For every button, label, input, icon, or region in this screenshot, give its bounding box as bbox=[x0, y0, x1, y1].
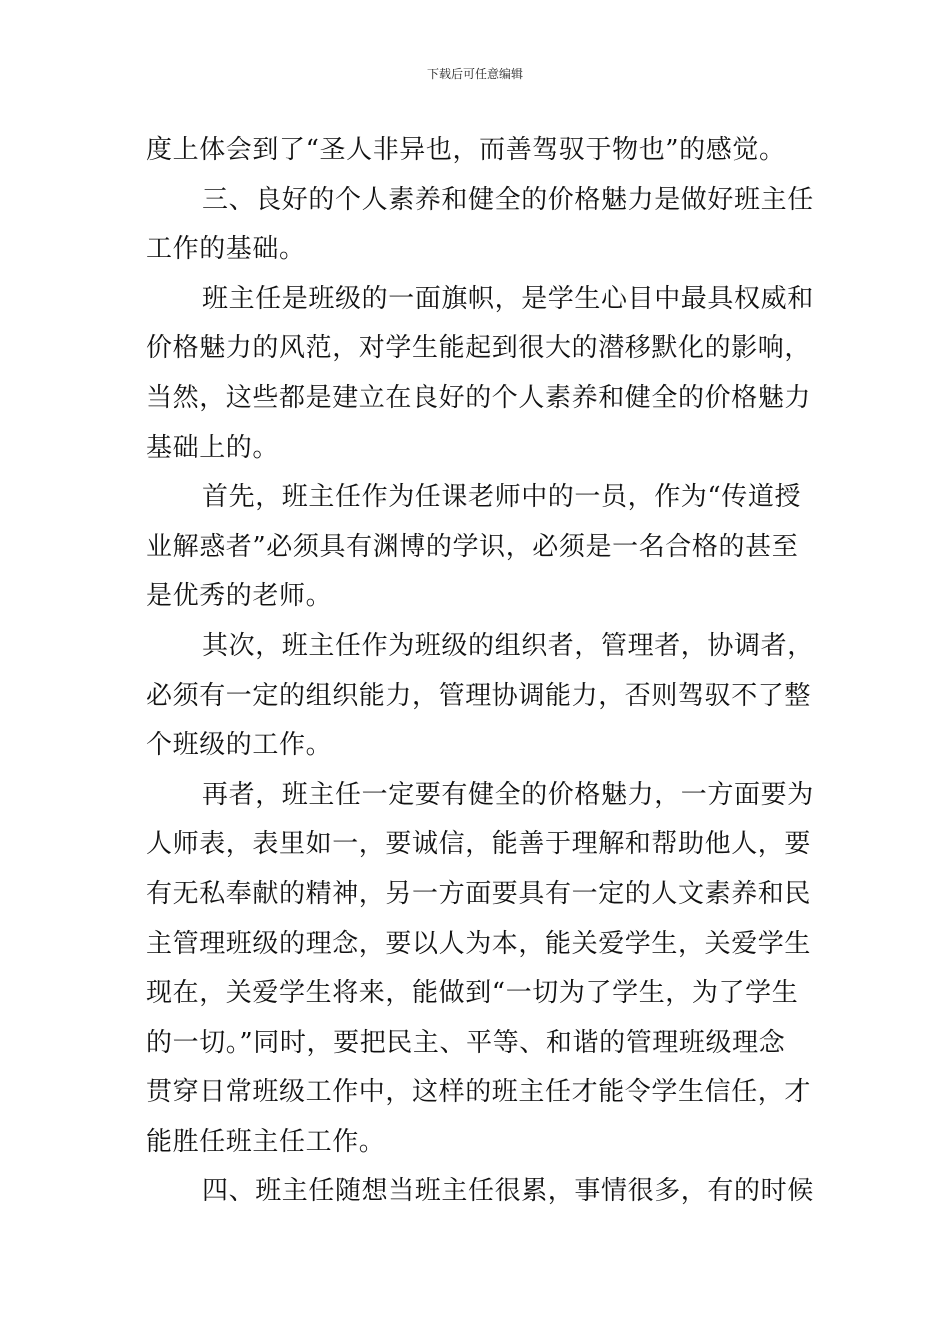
text-line: 贯穿日常班级工作中，这样的班主任才能令学生信任，才 bbox=[146, 1077, 812, 1108]
text-line: 其次，班主任作为班级的组织者，管理者，协调者， bbox=[202, 630, 814, 661]
text-line: 现在，关爱学生将来，能做到“一切为了学生，为了学生 bbox=[146, 978, 799, 1009]
text-line: 首先，班主任作为任课老师中的一员，作为“传道授 bbox=[202, 482, 802, 513]
text-line: 班主任是班级的一面旗帜，是学生心目中最具权威和 bbox=[202, 283, 814, 314]
text-line: 有无私奉献的精神，另一方面要具有一定的人文素养和民 bbox=[146, 878, 812, 909]
text-line: 价格魅力的风范，对学生能起到很大的潜移默化的影响， bbox=[146, 333, 812, 364]
text-line: 必须有一定的组织能力，管理协调能力，否则驾驭不了整 bbox=[146, 680, 812, 711]
text-line: 的一切。”同时，要把民主、平等、和谐的管理班级理念 bbox=[146, 1027, 786, 1058]
text-line: 人师表，表里如一，要诚信，能善于理解和帮助他人，要 bbox=[146, 829, 812, 860]
text-line: 业解惑者”必须具有渊博的学识，必须是一名合格的甚至 bbox=[146, 531, 799, 562]
text-line: 当然，这些都是建立在良好的个人素养和健全的价格魅力 bbox=[146, 382, 812, 413]
text-line: 基础上的。 bbox=[146, 432, 280, 463]
page-header-note: 下载后可任意编辑 bbox=[426, 67, 523, 81]
text-line: 三、良好的个人素养和健全的价格魅力是做好班主任 bbox=[202, 184, 814, 215]
text-line: 个班级的工作。 bbox=[146, 730, 333, 761]
text-line: 四、班主任随想当班主任很累，事情很多，有的时候 bbox=[202, 1176, 814, 1207]
document-body bbox=[146, 126, 814, 1217]
text-line: 工作的基础。 bbox=[146, 234, 306, 265]
text-line: 是优秀的老师。 bbox=[146, 581, 333, 612]
text-line: 能胜任班主任工作。 bbox=[146, 1126, 386, 1157]
text-line: 主管理班级的理念，要以人为本，能关爱学生，关爱学生 bbox=[146, 928, 812, 959]
text-line: 再者，班主任一定要有健全的价格魅力，一方面要为 bbox=[202, 779, 814, 810]
text-line: 度上体会到了“圣人非异也，而善驾驭于物也”的感觉。 bbox=[146, 135, 786, 165]
